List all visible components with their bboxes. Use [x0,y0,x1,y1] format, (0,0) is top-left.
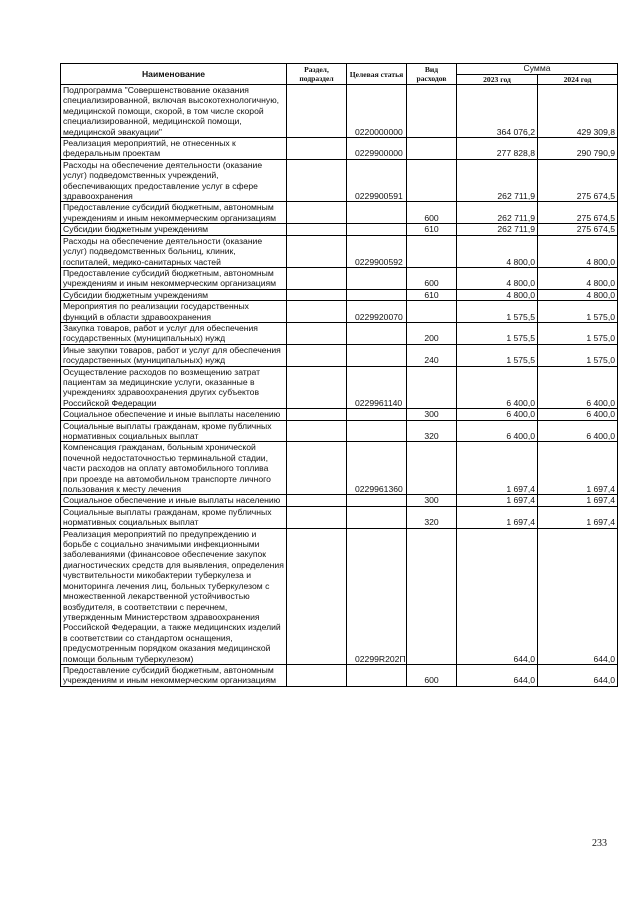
row-sum-2023: 1 697,4 [457,495,538,506]
row-name: Субсидии бюджетным учреждениям [61,224,287,235]
table-row [61,202,618,224]
header-year-2024: 2024 год [538,74,618,85]
table-row [61,506,618,528]
row-name: Закупка товаров, работ и услуг для обеспечения государственных (муниципальных) нужд [61,322,287,344]
row-sum-2024: 1 575,0 [538,301,618,323]
row-sum-2024: 1 575,0 [538,344,618,366]
row-sum-2024: 1 697,4 [538,506,618,528]
row-section [287,409,347,420]
table-body [61,85,618,687]
row-sum-2024: 644,0 [538,528,618,664]
row-sum-2023: 6 400,0 [457,409,538,420]
row-sum-2024: 4 800,0 [538,235,618,267]
row-section [287,322,347,344]
row-name: Реализация мероприятий по предупреждению и борьбе с социально значимыми инфекционными заболеваниями (финансовое обеспечение закупок диагностических средств для выявления, определения чувствительности микобактерии туберкулеза и мониторинга лечения лиц, больных туберкулезом с множественной лекарственной устойчивостью возбудителя, в соответствии с перечнем, утвержденным Министерством здравоохранения Российской Федерации, а также медицинских изделий в соответствии со стандартом оснащения, предусмотренным порядком оказания медицинской помощи больным туберкулезом) [61,528,287,664]
row-article [347,322,407,344]
row-expense-type: 600 [407,202,457,224]
row-article [347,267,407,289]
row-name: Предоставление субсидий бюджетным, автономным учреждениям и иным некоммерческим организациям [61,267,287,289]
table-row [61,159,618,202]
row-sum-2023: 262 711,9 [457,224,538,235]
row-expense-type [407,159,457,202]
row-expense-type: 600 [407,267,457,289]
row-section [287,224,347,235]
row-sum-2024: 6 400,0 [538,366,618,409]
row-sum-2023: 1 575,5 [457,322,538,344]
row-name: Реализация мероприятий, не отнесенных к федеральным проектам [61,138,287,160]
budget-table [60,63,618,687]
row-section [287,289,347,300]
row-expense-type [407,528,457,664]
table-row [61,664,618,686]
row-expense-type: 610 [407,289,457,300]
row-article: 0229900592 [347,235,407,267]
table-row [61,420,618,442]
row-expense-type: 300 [407,495,457,506]
row-sum-2024: 275 674,5 [538,202,618,224]
row-article: 0220000000 [347,85,407,138]
row-sum-2024: 1 575,0 [538,322,618,344]
row-expense-type [407,366,457,409]
row-article [347,202,407,224]
row-section [287,506,347,528]
row-name: Социальное обеспечение и иные выплаты населению [61,495,287,506]
table-row [61,322,618,344]
row-article [347,495,407,506]
row-article: 0229961360 [347,442,407,495]
row-sum-2024: 1 697,4 [538,442,618,495]
table-row [61,289,618,300]
row-article: 0229961140 [347,366,407,409]
row-section [287,495,347,506]
table-row [61,235,618,267]
row-sum-2023: 644,0 [457,528,538,664]
table-row [61,409,618,420]
row-expense-type: 320 [407,506,457,528]
row-article: 0229920070 [347,301,407,323]
row-article: 0229900591 [347,159,407,202]
row-sum-2024: 290 790,9 [538,138,618,160]
row-sum-2024: 4 800,0 [538,289,618,300]
row-name: Осуществление расходов по возмещению затрат пациентам за медицинские услуги, оказанные в учреждениях здравоохранения других субъектов Российской Федерации [61,366,287,409]
row-section [287,344,347,366]
table-row [61,366,618,409]
row-expense-type: 240 [407,344,457,366]
row-section [287,235,347,267]
row-name: Компенсация гражданам, больным хронической почечной недостаточностью терминальной стадии, части расходов на оплату автомобильного топлива при проезде на автомобильном транспорте личного пользования к месту лечения [61,442,287,495]
row-expense-type [407,301,457,323]
row-section [287,138,347,160]
row-expense-type [407,138,457,160]
row-expense-type: 300 [407,409,457,420]
row-sum-2024: 275 674,5 [538,159,618,202]
row-expense-type: 200 [407,322,457,344]
row-article [347,344,407,366]
row-name: Предоставление субсидий бюджетным, автономным учреждениям и иным некоммерческим организациям [61,202,287,224]
table-header-row [61,64,618,75]
row-sum-2024: 644,0 [538,664,618,686]
row-article: 0229900000 [347,138,407,160]
row-sum-2023: 4 800,0 [457,289,538,300]
row-article [347,664,407,686]
row-name: Расходы на обеспечение деятельности (оказание услуг) подведомственных больниц, клиник, госпиталей, медико-санитарных частей [61,235,287,267]
row-expense-type: 610 [407,224,457,235]
row-article [347,409,407,420]
row-expense-type: 600 [407,664,457,686]
row-sum-2023: 277 828,8 [457,138,538,160]
row-sum-2024: 275 674,5 [538,224,618,235]
row-sum-2023: 1 697,4 [457,506,538,528]
table-row [61,301,618,323]
row-article: 02299R202П [347,528,407,664]
page-number: 233 [592,838,607,849]
header-name: Наименование [61,64,287,85]
table-row [61,495,618,506]
row-name: Социальное обеспечение и иные выплаты населению [61,409,287,420]
row-name: Подпрограмма "Совершенствование оказания специализированной, включая высокотехнологичную, медицинской помощи, скорой, в том числе скорой специализированной, медицинской помощи, медицинской эвакуации" [61,85,287,138]
row-sum-2023: 364 076,2 [457,85,538,138]
row-section [287,420,347,442]
table-row [61,138,618,160]
row-sum-2023: 644,0 [457,664,538,686]
row-name: Иные закупки товаров, работ и услуг для обеспечения государственных (муниципальных) нужд [61,344,287,366]
row-name: Социальные выплаты гражданам, кроме публичных нормативных социальных выплат [61,506,287,528]
header-article: Целевая статья [347,64,407,85]
row-sum-2023: 1 697,4 [457,442,538,495]
row-sum-2023: 1 575,5 [457,301,538,323]
row-sum-2023: 4 800,0 [457,235,538,267]
row-sum-2024: 1 697,4 [538,495,618,506]
row-article [347,420,407,442]
table-row [61,224,618,235]
header-sum: Сумма [457,64,618,75]
row-sum-2023: 6 400,0 [457,420,538,442]
row-section [287,85,347,138]
row-sum-2024: 6 400,0 [538,409,618,420]
row-sum-2023: 1 575,5 [457,344,538,366]
row-section [287,159,347,202]
table-row [61,344,618,366]
row-article [347,224,407,235]
row-section [287,301,347,323]
header-expense-type: Вид расходов [407,64,457,85]
table-row [61,528,618,664]
row-article [347,506,407,528]
row-name: Мероприятия по реализации государственных функций в области здравоохранения [61,301,287,323]
row-name: Социальные выплаты гражданам, кроме публичных нормативных социальных выплат [61,420,287,442]
row-sum-2024: 6 400,0 [538,420,618,442]
row-section [287,442,347,495]
table-row [61,267,618,289]
header-year-2023: 2023 год [457,74,538,85]
row-expense-type [407,442,457,495]
table-row [61,442,618,495]
table-row [61,85,618,138]
row-section [287,664,347,686]
row-section [287,528,347,664]
header-section: Раздел, подраздел [287,64,347,85]
row-sum-2024: 429 309,8 [538,85,618,138]
row-expense-type: 320 [407,420,457,442]
row-section [287,366,347,409]
row-article [347,289,407,300]
row-expense-type [407,85,457,138]
row-sum-2023: 6 400,0 [457,366,538,409]
row-sum-2023: 262 711,9 [457,202,538,224]
row-section [287,267,347,289]
row-sum-2023: 4 800,0 [457,267,538,289]
row-name: Предоставление субсидий бюджетным, автономным учреждениям и иным некоммерческим организациям [61,664,287,686]
row-section [287,202,347,224]
row-name: Субсидии бюджетным учреждениям [61,289,287,300]
row-name: Расходы на обеспечение деятельности (оказание услуг) подведомственных учреждений, обеспечивающих предоставление услуг в сфере здравоохранения [61,159,287,202]
row-expense-type [407,235,457,267]
row-sum-2023: 262 711,9 [457,159,538,202]
row-sum-2024: 4 800,0 [538,267,618,289]
